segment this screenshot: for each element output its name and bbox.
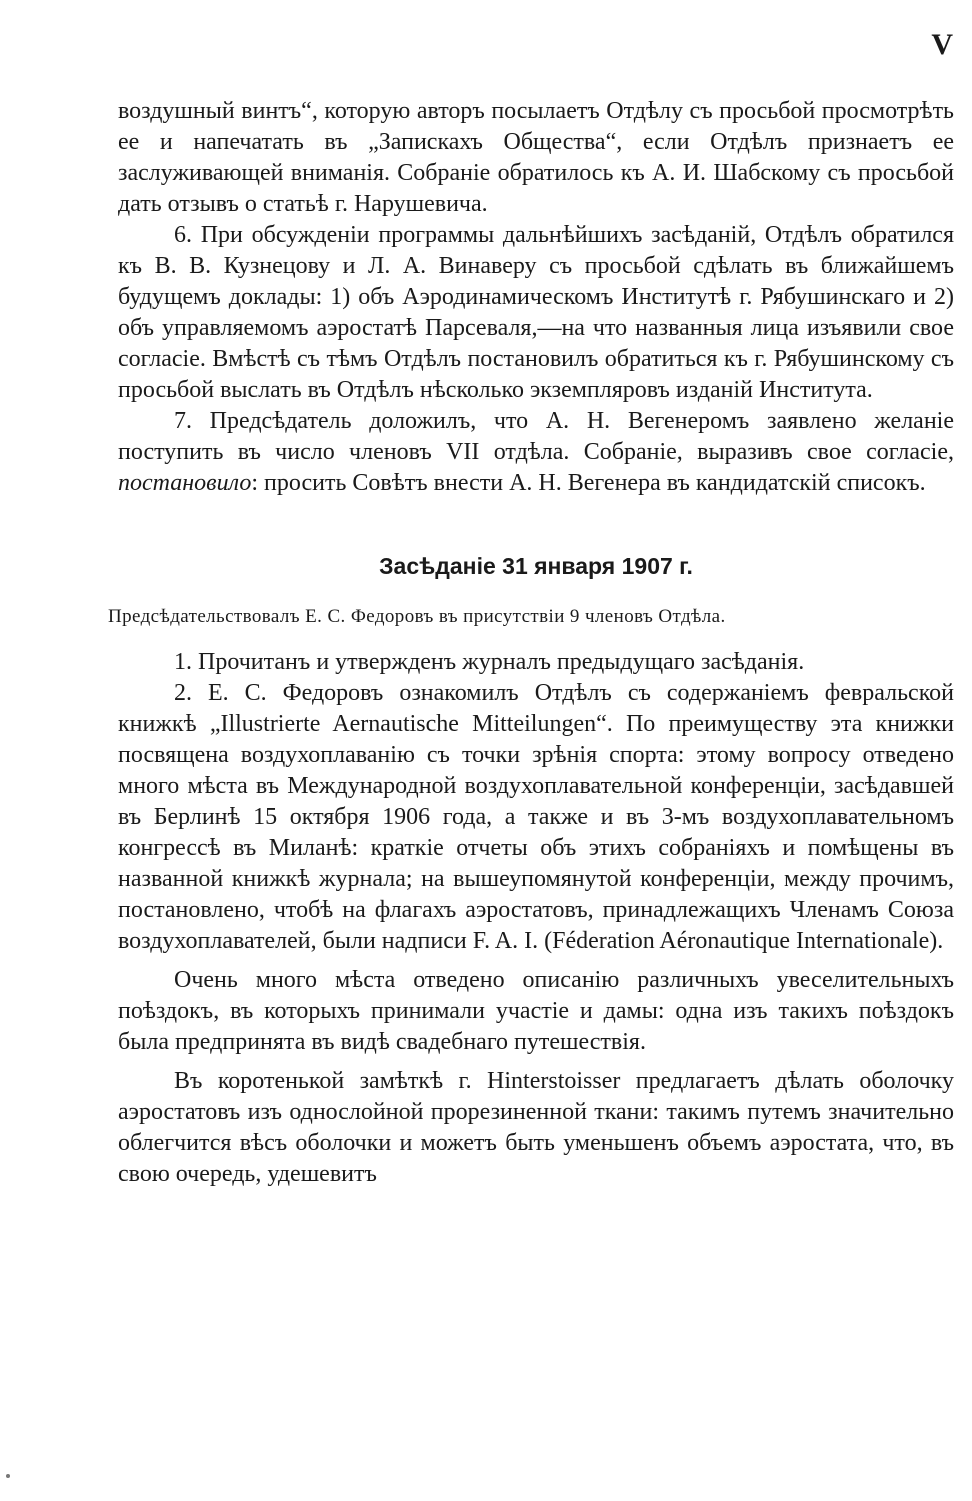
carryover-paragraph: воздушный винтъ“, которую авторъ посылаетъ Отдѣлу съ просьбой просмотрѣть ее и напечатать въ „Запискахъ Общества“, если Отдѣлъ признаетъ ее заслуживающей вниманія. Собраніе обратилось къ А. И. Шабскому съ просьбой дать отзывъ о статьѣ г. Нарушевича. [118,98,954,217]
page-body [108,96,954,1190]
session-item-2: 2. Е. С. Федоровъ ознакомилъ Отдѣлъ съ содержаніемъ февральской книжкѣ „Illustrierte Aernautische Mitteilungen“. По преимуществу эта книжки посвящена воздухоплаванію съ точки зрѣнія спорта: этому вопросу отведено много мѣста въ Международной воздухоплавательной конференціи, засѣдавшей въ Берлинѣ 15 октября 1906 года, а также и въ 3-мъ воздухоплавательномъ конгрессѣ въ Миланѣ: краткіе отчеты объ этихъ собраніяхъ и помѣщены въ названной книжкѣ журнала; на вышеупомянутой конференціи, между прочимъ, постановлено, чтобѣ на флагахъ аэростатовъ, принадлежащихъ Членамъ Союза воздухоплавателей, были надписи F. A. I. (Féderation Aéronautique Internationale). [118,680,954,954]
chairman-line: Предсѣдательствовалъ Е. С. Федоровъ въ присутствіи 9 членовъ Отдѣла. [108,606,726,627]
body-paragraph-1: Очень много мѣста отведено описанію различныхъ увеселительныхъ поѣздокъ, въ которыхъ принимали участіе и дамы: одна изъ такихъ поѣздокъ была предпринята въ видѣ свадебнаго путешествія. [118,967,954,1055]
list-item-7-emphasis: постановило [118,470,252,496]
list-item-7-text-after: : просить Совѣтъ внести А. Н. Вегенера въ кандидатскій списокъ. [251,470,926,496]
scan-speck [6,1474,10,1478]
list-item-6: 6. При обсужденіи программы дальнѣйшихъ засѣданій, Отдѣлъ обратился къ В. В. Кузнецову и Л. А. Винаверу съ просьбой сдѣлать въ ближайшемъ будущемъ доклады: 1) объ Аэродинамическомъ Институтѣ г. Рябушинскаго и 2) объ управляемомъ аэростатѣ Парсеваля,—на что названныя лица изъявили свое согласіе. Вмѣстѣ съ тѣмъ Отдѣлъ постановилъ обратиться къ г. Рябушинскому съ просьбой выслать въ Отдѣлъ нѣсколько экземпляровъ изданій Института. [118,222,954,403]
page-number: V [931,28,954,61]
session-item-1: 1. Прочитанъ и утвержденъ журналъ предыдущаго засѣданія. [174,649,805,675]
body-paragraph-2: Въ коротенькой замѣткѣ г. Hinterstoisser предлагаетъ дѣлать оболочку аэростатовъ изъ однослойной прорезиненной ткани: такимъ путемъ значительно облегчится вѣсъ оболочки и можетъ быть уменьшенъ объемъ аэростата, что, въ свою очередь, удешевитъ [118,1068,954,1187]
list-item-7 [118,406,954,499]
session-heading: Засѣданіе 31 января 1907 г. [379,553,693,579]
list-item-7-text-before: 7. Предсѣдатель доложилъ, что А. Н. Вегенеромъ заявлено желаніе поступить въ число членовъ VII отдѣла. Собраніе, выразивъ свое согласіе, [118,408,954,465]
